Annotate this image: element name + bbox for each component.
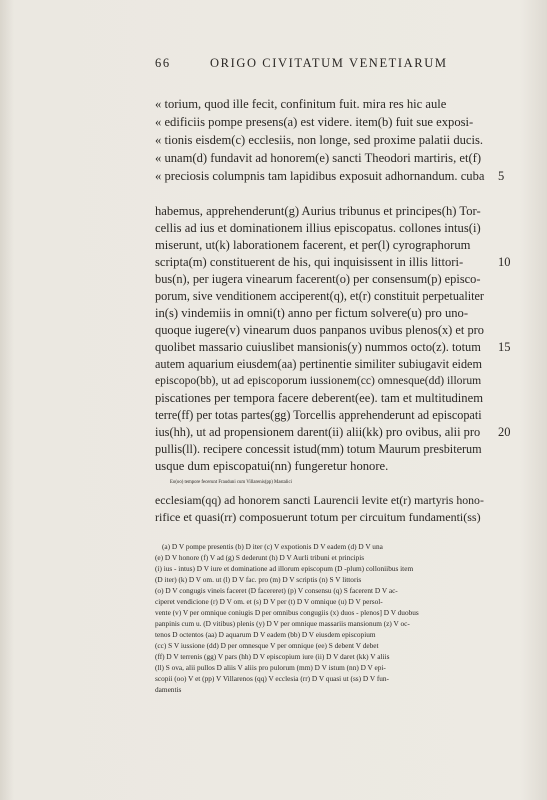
footnote-line: (o) D V congugis vineis faceret (D facereret) (p) V consensu (q) S facerent D V ac- xyxy=(155,586,398,595)
line-number: 10 xyxy=(498,255,511,269)
paragraph-line: Eo(oo) tempore fecerunt Frauduni cum Villarenis(pp) Mastalici xyxy=(170,480,292,485)
page-number: 66 xyxy=(155,56,171,70)
quote-line: « preciosis columpnis tam lapidibus exposuit adhornandum. cuba xyxy=(155,169,485,183)
body-line: in(s) vindemiis in omni(t) anno per fictum solvere(u) pro uno- xyxy=(155,306,469,320)
body-line: bus(n), per iugera vinearum facerent(o) per consensum(p) episco- xyxy=(155,272,481,286)
line-number: 5 xyxy=(498,169,505,183)
body-line: usque dum episcopatui(nn) fungeretur honore. xyxy=(155,459,389,473)
footnote-line: (e) D V honore (f) V ad (g) S dederunt (h) D V Aurli tribuni et principis xyxy=(155,553,365,562)
paragraph-line: rifice et quasi(rr) composuerunt totum per circuitum fundamenti(ss) xyxy=(155,510,481,524)
body-line: pullis(ll). recipere concessit istud(mm) totum Maurum presbiterum xyxy=(155,442,482,456)
body-line: porum, sive venditionem acciperent(q), et(r) constituit perpetualiter xyxy=(155,289,484,303)
footnote-line: panpinis cum u. (D vitibus) plenis (y) D V per omnique massariis mansionum (z) V oc- xyxy=(155,619,410,628)
body-line: episcopo(bb), ut ad episcoporum iussionem(cc) omnesque(dd) illorum xyxy=(155,374,482,387)
footnote-line: (D iter) (k) D V om. ut (l) D V fac. pro (m) D V scriptis (n) S V littoris xyxy=(155,575,362,584)
quote-line: « tionis eisdem(c) ecclesiis, non longe, sed proxime palatii ducis. xyxy=(155,133,484,147)
body-line: quoque iugere(v) vinearum duos panpanos uvibus plenos(x) et pro xyxy=(155,323,484,337)
body-line: autem aquarium eiusdem(aa) pertinentie similiter subiugavit eidem xyxy=(155,357,482,371)
quote-line: « unam(d) fundavit ad honorem(e) sancti Theodori martiris, et(f) xyxy=(155,151,482,165)
body-line: terre(ff) per totas partes(gg) Torcellis apprehenderunt ad episcopati xyxy=(155,408,482,422)
footnote-line: (ll) S ova, alii pullos D aliis V aliis pro pulorum (mm) D V istum (nn) D V epi- xyxy=(155,663,386,672)
body-line: cellis ad ius et dominationem illius episcopatus. collones intus(i) xyxy=(155,221,481,235)
line-number: 20 xyxy=(498,425,511,439)
footnote-line: scopii (oo) V et (pp) V Villarenos (qq) V ecclesia (rr) D V quasi ut (ss) D V fun- xyxy=(155,674,389,683)
footnote-line: vente (v) V per omnique coniugis D per omnibus congugiis (x) duos - plenos] D V duobus xyxy=(155,608,419,617)
footnote-line: (cc) S V iussione (dd) D per omnesque V per omnique (ee) S debent V debet xyxy=(155,641,379,650)
line-number: 15 xyxy=(498,340,511,354)
paragraph-line: ecclesiam(qq) ad honorem sancti Laurencii levite et(r) martyris hono- xyxy=(155,493,484,507)
body-line: piscationes per tempora facere deberent(ee). tam et multitudinem xyxy=(155,391,483,405)
body-line: miserunt, ut(k) laborationem facerent, et per(l) cyrographorum xyxy=(155,238,471,252)
footnote-line: (ff) D V terrenis (gg) V pars (hh) D V episcopium iure (ii) D V daret (kk) V aliis xyxy=(155,652,390,661)
quote-line: « edificiis pompe presens(a) est videre. item(b) fuit sue exposi- xyxy=(155,115,474,129)
footnote-line: (a) D V pompe presentis (b) D iter (c) V expotionis D V eadem (d) D V una xyxy=(162,542,383,551)
body-line: scripta(m) constituerent de his, qui inquisissent in illis littori- xyxy=(155,255,464,269)
running-title: ORIGO CIVITATUM VENETIARUM xyxy=(210,56,448,70)
footnote-line: damentis xyxy=(155,685,182,694)
footnote-line: (i) ius - intus) D V iure et dominatione ad illorum episcopum (D -plum) colloniibus item xyxy=(155,564,414,573)
body-line: quolibet massario cuiuslibet mansionis(y) nummos octo(z). totum xyxy=(155,340,481,354)
quote-line: « torium, quod ille fecit, confinitum fuit. mira res hic aule xyxy=(155,97,447,111)
body-line: ius(hh), ut ad propensionem darent(ii) alii(kk) pro ovibus, alii pro xyxy=(155,425,481,439)
footnote-line: ciperet vendicione (r) D V om. et (s) D V per (t) D V omnique (u) D V persol- xyxy=(155,597,383,606)
body-line: habemus, apprehenderunt(g) Aurius tribunus et principes(h) Tor- xyxy=(155,204,481,218)
footnote-line: tenos D octentos (aa) D aquarum D V eadem (bb) D V eiusdem episcopium xyxy=(155,630,376,639)
